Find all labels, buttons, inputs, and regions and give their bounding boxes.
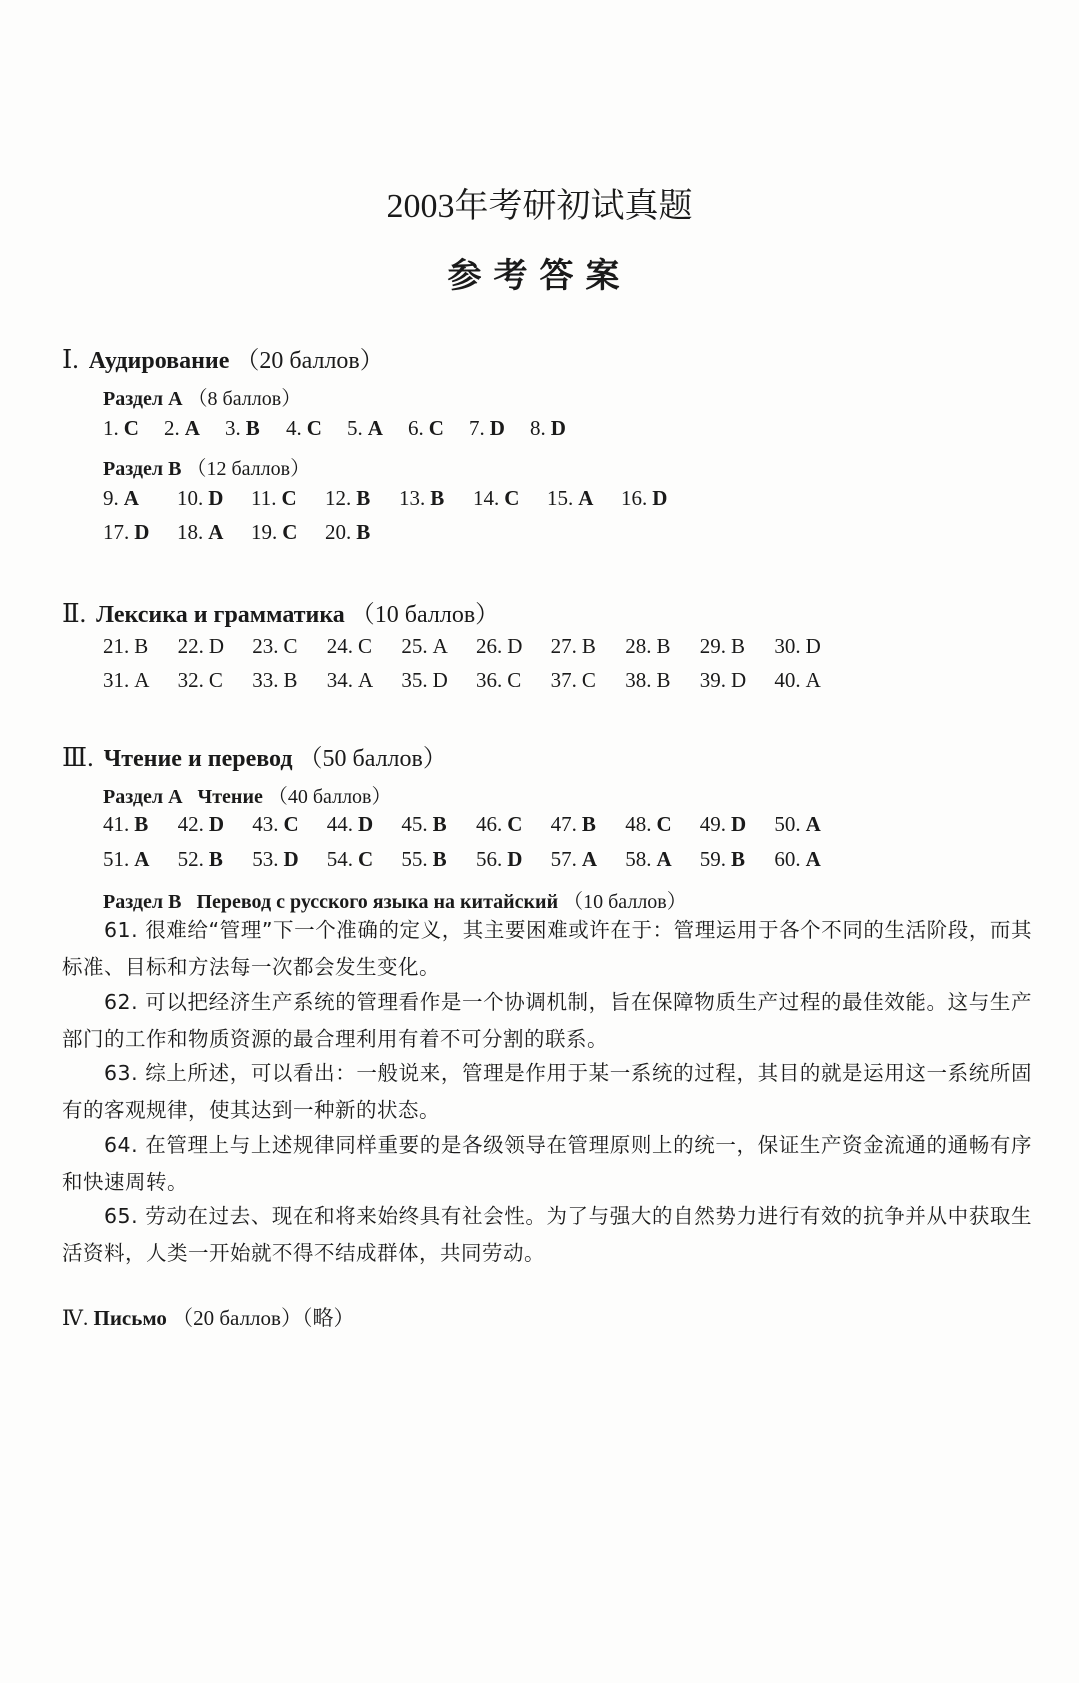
answer-number: 19. <box>251 520 278 544</box>
answer-letter: D <box>208 634 225 658</box>
answer-number: 56. <box>476 847 503 871</box>
answer-item <box>551 634 596 659</box>
answer-letter: D <box>805 634 821 658</box>
answer-letter: D <box>432 668 448 692</box>
answer-letter: C <box>283 812 299 836</box>
answer-letter: B <box>356 486 371 510</box>
answer-letter: B <box>731 847 746 871</box>
answer-letter: B <box>430 486 445 510</box>
answer-item <box>551 668 596 693</box>
answer-item <box>408 416 444 441</box>
answer-letter: C <box>281 486 297 510</box>
answer-number: 42. <box>177 812 204 836</box>
section-1a-heading <box>103 382 301 411</box>
translation-64: 64. 在管理上与上述规律同样重要的是各级领导在管理原则上的统一，保证生产资金流通的通畅有序和快速周转。 <box>62 1133 1032 1194</box>
answer-item <box>401 634 447 659</box>
translation-61: 61. 很难给“管理”下一个准确的定义，其主要困难或许在于：管理运用于各个不同的生活阶段，而其标准、目标和方法每一次都会发生变化。 <box>62 918 1032 979</box>
answer-number: 45. <box>401 812 428 836</box>
answer-letter: B <box>432 812 447 836</box>
answer-number: 13. <box>399 486 426 510</box>
answer-number: 58. <box>625 847 652 871</box>
answer-letter: C <box>306 416 322 440</box>
answer-number: 39. <box>699 668 727 692</box>
answer-number: 2. <box>164 416 180 440</box>
answer-number: 54. <box>326 847 354 871</box>
answer-item <box>103 486 139 511</box>
answer-item <box>252 812 298 837</box>
answer-item <box>401 812 446 837</box>
answer-letter: C <box>358 847 374 871</box>
answer-item <box>774 634 820 659</box>
answer-item <box>251 520 297 545</box>
translation-63: 63. 综上所述，可以看出：一般说来，管理是作用于某一系统的过程，其目的就是运用这一系统所固有的客观规律，使其达到一种新的状态。 <box>62 1061 1032 1122</box>
answer-item <box>476 634 522 659</box>
answer-item <box>178 634 224 659</box>
answer-letter: D <box>208 486 224 510</box>
answer-number: 5. <box>347 416 363 440</box>
answer-letter: B <box>656 668 671 692</box>
answer-letter: C <box>358 634 373 658</box>
answer-item <box>178 847 223 872</box>
section-2-number: Ⅱ. <box>62 599 87 628</box>
section-3b-points: （10 баллов） <box>563 891 687 913</box>
answer-item <box>327 668 373 693</box>
answer-item <box>530 416 566 441</box>
answer-number: 59. <box>699 847 727 871</box>
answer-letter: A <box>208 520 224 544</box>
answer-number: 1. <box>103 416 119 440</box>
answer-item <box>473 486 519 511</box>
answer-item <box>401 668 447 693</box>
answer-letter: C <box>581 668 596 692</box>
answer-number: 37. <box>550 668 577 692</box>
section-1b-label: Раздел В <box>103 458 182 480</box>
section-3-number: Ⅲ. <box>62 743 94 772</box>
answer-item <box>103 847 149 872</box>
answer-letter: C <box>282 520 298 544</box>
answer-item <box>252 668 297 693</box>
answer-item <box>547 486 593 511</box>
answer-letter: B <box>656 634 671 658</box>
answer-number: 31. <box>103 668 130 692</box>
answer-letter: D <box>507 847 523 871</box>
answer-item <box>327 634 372 659</box>
answer-letter: B <box>731 634 746 658</box>
answer-letter: B <box>245 416 260 440</box>
answer-number: 28. <box>625 634 652 658</box>
answer-item <box>177 486 223 511</box>
translation-62: 62. 可以把经济生产系统的管理看作是一个协调机制，旨在保障物质生产过程的最佳效能。这与生产部门的工作和物质资源的最合理利用有着不可分割的联系。 <box>62 990 1032 1051</box>
answer-number: 21. <box>103 634 130 658</box>
answer-letter: D <box>731 668 747 692</box>
answer-letter: B <box>283 668 298 692</box>
answer-number: 25. <box>401 634 428 658</box>
answer-number: 3. <box>225 416 241 440</box>
answer-item <box>103 520 149 545</box>
section-1a-points: （8 баллов） <box>187 388 302 410</box>
answer-item <box>700 668 746 693</box>
answer-item <box>225 416 260 441</box>
answer-number: 20. <box>325 520 352 544</box>
answer-item <box>103 812 148 837</box>
answer-number: 35. <box>401 668 428 692</box>
section-2-heading <box>62 594 499 629</box>
answer-item <box>164 416 200 441</box>
answer-number: 7. <box>469 416 485 440</box>
answer-letter: C <box>283 634 298 658</box>
answer-number: 10. <box>177 486 204 510</box>
page-subtitle: 参考答案 <box>447 258 632 295</box>
answer-item <box>621 486 667 511</box>
answer-letter: B <box>356 520 371 544</box>
section-3-points: （50 баллов） <box>298 746 447 772</box>
answer-number: 6. <box>408 416 424 440</box>
answer-number: 27. <box>550 634 577 658</box>
answer-number: 43. <box>252 812 279 836</box>
answer-letter: A <box>134 668 150 692</box>
answer-item <box>401 847 446 872</box>
answer-item <box>252 847 298 872</box>
answer-number: 15. <box>547 486 574 510</box>
answer-number: 57. <box>550 847 577 871</box>
answer-letter: A <box>184 416 200 440</box>
answer-item <box>700 847 745 872</box>
answer-number: 32. <box>177 668 204 692</box>
answer-number: 36. <box>476 668 503 692</box>
answer-letter: C <box>428 416 444 440</box>
answer-number: 49. <box>699 812 727 836</box>
answer-letter: A <box>134 847 150 871</box>
answer-letter: B <box>208 847 223 871</box>
answer-number: 47. <box>550 812 577 836</box>
answer-item <box>625 812 671 837</box>
answer-item <box>103 634 148 659</box>
answer-number: 9. <box>103 486 119 510</box>
answer-number: 29. <box>699 634 727 658</box>
translation-65: 65. 劳动在过去、现在和将来始终具有社会性。为了与强大的自然势力进行有效的抗争并从中获取生活资料，人类一开始就不得不结成群体，共同劳动。 <box>62 1204 1032 1265</box>
answer-number: 12. <box>325 486 352 510</box>
answer-item <box>399 486 444 511</box>
answer-letter: B <box>581 812 596 836</box>
answer-letter: C <box>656 812 672 836</box>
answer-number: 51. <box>103 847 130 871</box>
answer-number: 40. <box>774 668 801 692</box>
answer-item <box>625 847 671 872</box>
answer-letter: A <box>805 847 821 871</box>
answer-number: 16. <box>621 486 648 510</box>
answer-letter: D <box>134 520 150 544</box>
section-3b-heading <box>103 885 687 914</box>
answer-letter: A <box>358 668 374 692</box>
answer-number: 52. <box>177 847 204 871</box>
section-4-points: （20 баллов）（略） <box>172 1306 355 1330</box>
answer-number: 53. <box>252 847 279 871</box>
answer-item <box>625 634 670 659</box>
answer-number: 33. <box>252 668 279 692</box>
section-3-title: Чтение и перевод <box>103 746 293 772</box>
answer-letter: D <box>283 847 299 871</box>
page-title: 2003年考研初试真题 <box>386 188 693 225</box>
answer-number: 46. <box>476 812 503 836</box>
answer-item <box>700 634 745 659</box>
answer-item <box>551 847 597 872</box>
answer-letter: B <box>432 847 447 871</box>
answer-item <box>774 812 820 837</box>
answer-letter: B <box>581 634 596 658</box>
answer-letter: A <box>432 634 448 658</box>
answer-letter: D <box>731 812 747 836</box>
answer-item <box>178 812 224 837</box>
answer-item <box>286 416 322 441</box>
answer-number: 17. <box>103 520 130 544</box>
answer-item <box>178 668 223 693</box>
section-1a-label: Раздел А <box>103 388 183 410</box>
answer-number: 48. <box>625 812 652 836</box>
answer-letter: C <box>208 668 223 692</box>
answer-letter: C <box>123 416 139 440</box>
answer-number: 38. <box>625 668 652 692</box>
section-2-title: Лексика и грамматика <box>96 602 345 628</box>
answer-item <box>774 847 820 872</box>
answer-letter: A <box>805 812 821 836</box>
answer-number: 18. <box>177 520 204 544</box>
answer-number: 8. <box>530 416 546 440</box>
answer-letter: D <box>208 812 225 836</box>
section-3a-points: （40 баллов） <box>267 786 392 808</box>
answer-letter: B <box>134 812 149 836</box>
section-4-heading <box>62 1302 354 1332</box>
section-1-points: （20 баллов） <box>235 348 384 374</box>
answer-item <box>103 416 139 441</box>
section-1-heading <box>62 340 384 375</box>
answer-item <box>327 847 373 872</box>
answer-letter: D <box>358 812 374 836</box>
answer-item <box>251 486 297 511</box>
answer-item <box>252 634 297 659</box>
answer-number: 11. <box>251 486 277 510</box>
answer-letter: D <box>550 416 566 440</box>
section-1b-heading <box>103 452 310 481</box>
section-3-heading <box>62 738 447 773</box>
answer-number: 34. <box>326 668 354 692</box>
section-4-number: Ⅳ. <box>62 1306 89 1330</box>
answer-letter: A <box>123 486 139 510</box>
answer-number: 30. <box>774 634 801 658</box>
answer-item <box>469 416 505 441</box>
answer-letter: A <box>578 486 594 510</box>
answer-number: 50. <box>774 812 801 836</box>
answer-number: 41. <box>103 812 130 836</box>
answer-letter: B <box>134 634 149 658</box>
answer-number: 22. <box>177 634 204 658</box>
answer-item <box>774 668 820 693</box>
answer-letter: D <box>489 416 505 440</box>
answer-letter: D <box>652 486 668 510</box>
section-3b-label: Раздел В Перевод с русского языка на китайский <box>103 891 559 913</box>
answer-item <box>476 847 522 872</box>
answer-item <box>177 520 223 545</box>
answer-letter: A <box>367 416 383 440</box>
answer-letter: A <box>581 847 598 871</box>
answer-number: 44. <box>326 812 354 836</box>
answer-number: 4. <box>286 416 302 440</box>
answer-item <box>476 812 522 837</box>
answer-item <box>476 668 521 693</box>
section-1-title: Аудирование <box>88 348 230 374</box>
section-4-title: Письмо <box>93 1306 167 1330</box>
section-3a-heading <box>103 780 392 809</box>
answer-number: 26. <box>476 634 503 658</box>
answer-number: 24. <box>326 634 354 658</box>
section-1b-points: （12 баллов） <box>186 458 311 480</box>
answer-item <box>347 416 383 441</box>
section-3a-label: Раздел А Чтение <box>103 786 263 808</box>
answer-number: 60. <box>774 847 801 871</box>
answer-number: 14. <box>473 486 500 510</box>
answer-letter: C <box>507 812 523 836</box>
answer-letter: C <box>504 486 520 510</box>
answer-letter: A <box>656 847 672 871</box>
section-1-number: Ⅰ. <box>62 345 79 374</box>
answer-letter: C <box>507 668 522 692</box>
answer-item <box>700 812 746 837</box>
answer-letter: A <box>805 668 821 692</box>
answer-item <box>625 668 670 693</box>
answer-number: 55. <box>401 847 428 871</box>
answer-item <box>551 812 596 837</box>
answer-item <box>103 668 149 693</box>
answer-item <box>325 520 370 545</box>
answer-item <box>327 812 373 837</box>
section-2-points: （10 баллов） <box>350 602 500 628</box>
answer-number: 23. <box>252 634 279 658</box>
answer-item <box>325 486 370 511</box>
answer-letter: D <box>507 634 523 658</box>
